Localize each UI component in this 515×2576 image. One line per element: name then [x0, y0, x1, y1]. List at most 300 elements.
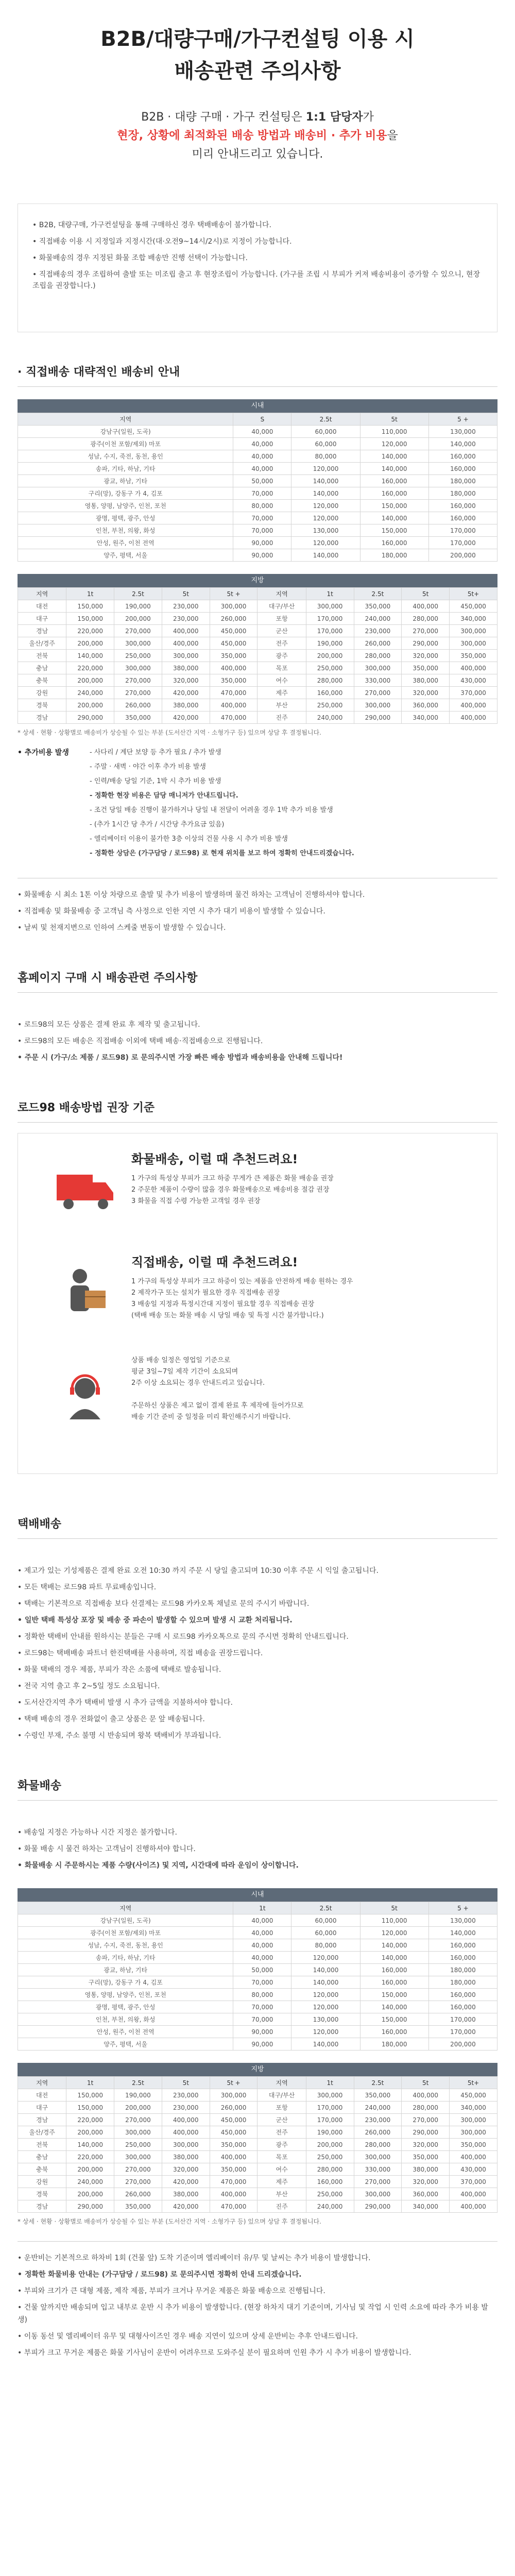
- table-row: [18, 2038, 497, 2050]
- table-cell: 260,000: [114, 699, 162, 711]
- table-caption-city: 시내: [18, 399, 497, 413]
- table-cell: 280,000: [402, 613, 450, 625]
- table-cell: 250,000: [306, 2151, 354, 2163]
- table-row: [18, 613, 497, 625]
- table-cell: 70,000: [233, 524, 291, 537]
- table-cell: 160,000: [428, 512, 497, 524]
- table-row: [18, 674, 497, 687]
- table-cell: 200,000: [66, 2188, 114, 2200]
- table-cell: 330,000: [354, 2163, 402, 2176]
- table-cell: 140,000: [360, 450, 428, 463]
- table-cell: 인천, 부천, 의왕, 화성: [18, 524, 233, 537]
- table-cell: 370,000: [450, 2176, 497, 2188]
- table-cell: 290,000: [66, 711, 114, 724]
- table-header-cell: 1t: [233, 1902, 291, 1914]
- table-cell: 200,000: [66, 637, 114, 650]
- method-freight-title: 화물배송, 이럴 때 추천드려요!: [131, 1152, 298, 1166]
- table-cell: 180,000: [360, 549, 428, 562]
- intro-text: [0, 108, 515, 204]
- note-item: • 제고가 있는 기성제품은 결제 완료 오전 10:30 까지 주문 시 당일 출고되며 10:30 이후 주문 시 익일 출고됩니다.: [18, 1565, 497, 1577]
- table-cell: 300,000: [114, 662, 162, 674]
- table-cell: 120,000: [291, 1952, 360, 1964]
- method-direct-title: 직접배송, 이럴 때 추천드려요!: [131, 1255, 298, 1269]
- notes-box: [18, 204, 497, 332]
- table-header-cell: 2.5t: [291, 1902, 360, 1914]
- table-cell: 160,000: [360, 475, 428, 487]
- table-cell: 300,000: [450, 2114, 497, 2126]
- table-row: [18, 500, 497, 512]
- table-cell: 140,000: [360, 512, 428, 524]
- extra-cost-item: - (추가 1시간 당 추가 / 시간당 추가요금 있음): [90, 819, 497, 831]
- table-cell: 320,000: [402, 2176, 450, 2188]
- table-row: [18, 475, 497, 487]
- table-cell: 260,000: [210, 2102, 258, 2114]
- note-item: • 직접배송의 경우 조립하여 출발 또는 미조립 출고 후 현장조립이 가능합니다. (가구를 조립 시 부피가 커져 배송비용이 증가할 수 있으니, 현장조립을 권장합니다.): [32, 269, 483, 292]
- table-caption-regional: 지방: [18, 2063, 497, 2076]
- table-cell: 120,000: [360, 1927, 428, 1939]
- table-cell: 160,000: [360, 2026, 428, 2038]
- intro-line-2-b: 을: [387, 129, 398, 142]
- table-cell: 160,000: [428, 463, 497, 475]
- table-cell: 경남: [18, 625, 66, 637]
- table-cell: 450,000: [210, 637, 258, 650]
- table-cell: 경남: [18, 2114, 66, 2126]
- table-cell: 140,000: [360, 1939, 428, 1952]
- truck-icon: [39, 1149, 131, 1231]
- table-header-cell: 5t: [162, 2077, 210, 2089]
- regional-rate-table: [18, 587, 497, 724]
- note-item: • 도서산간지역 추가 택배비 발생 시 추가 금액을 지불하셔야 합니다.: [18, 1697, 497, 1709]
- table-cell: 280,000: [306, 2163, 354, 2176]
- table-cell: 120,000: [291, 1989, 360, 2001]
- table-cell: 80,000: [291, 450, 360, 463]
- table-header-row: [18, 588, 497, 600]
- table-cell: 40,000: [233, 1939, 291, 1952]
- table-cell: 군산: [258, 625, 306, 637]
- note-item: • 날씨 및 천재지변으로 인하여 스케줄 변동이 발생할 수 있습니다.: [18, 922, 497, 934]
- table-cell: 290,000: [402, 637, 450, 650]
- table-cell: 강원: [18, 687, 66, 699]
- table-cell: 양주, 평택, 서울: [18, 2038, 233, 2050]
- method-item: 2 제작가구 또는 설치가 필요한 경우 직접배송 권장: [131, 1289, 280, 1297]
- table-cell: 400,000: [402, 2089, 450, 2102]
- table-cell: 380,000: [402, 674, 450, 687]
- table-cell: 350,000: [210, 650, 258, 662]
- table-cell: 370,000: [450, 687, 497, 699]
- table-cell: 230,000: [162, 2089, 210, 2102]
- table-cell: 120,000: [291, 463, 360, 475]
- note-item: • 화물배송 시 주문하시는 제품 수량(사이즈) 및 지역, 시간대에 따라 운임이 상이합니다.: [18, 1859, 497, 1872]
- table-row: [18, 537, 497, 549]
- table-cell: 300,000: [114, 2126, 162, 2139]
- method-item: 상품 배송 일정은 영업일 기준으로: [131, 1357, 231, 1364]
- table-cell: 290,000: [402, 2126, 450, 2139]
- table-cell: 320,000: [162, 2163, 210, 2176]
- table-cell: 250,000: [306, 2188, 354, 2200]
- note-item: • 배송일 지정은 가능하나 시간 지정은 불가합니다.: [18, 1826, 497, 1839]
- table-cell: 120,000: [291, 537, 360, 549]
- table-cell: 290,000: [66, 2200, 114, 2213]
- table-cell: 240,000: [354, 613, 402, 625]
- table-cell: 200,000: [66, 2126, 114, 2139]
- table-cell: 150,000: [66, 2089, 114, 2102]
- table-cell: 300,000: [450, 2126, 497, 2139]
- table-cell: 400,000: [450, 711, 497, 724]
- table-cell: 150,000: [66, 2102, 114, 2114]
- table-cell: 170,000: [428, 2013, 497, 2026]
- table-cell: 240,000: [354, 2102, 402, 2114]
- table-header-cell: 2.5t: [114, 588, 162, 600]
- table-header-cell: 5t+: [450, 2077, 497, 2089]
- table-cell: 160,000: [306, 687, 354, 699]
- table-cell: 220,000: [66, 625, 114, 637]
- method-item: 주문하신 상품은 제고 없이 결제 완료 후 제작에 들어가므로: [131, 1402, 304, 1410]
- table-cell: 경남: [18, 711, 66, 724]
- table-header-cell: 5t +: [210, 2077, 258, 2089]
- table-cell: 340,000: [450, 2102, 497, 2114]
- table-cell: 400,000: [162, 2126, 210, 2139]
- table-header-cell: 지역: [18, 588, 66, 600]
- table-row: [18, 2200, 497, 2213]
- table-cell: 430,000: [450, 2163, 497, 2176]
- table-cell: 340,000: [450, 613, 497, 625]
- table-cell: 290,000: [354, 2200, 402, 2213]
- table-cell: 300,000: [162, 2139, 210, 2151]
- note-item: • 부피와 크기가 큰 대형 제품, 제작 제품, 부피가 크거나 무거운 제품은 화물 배송으로 진행됩니다.: [18, 2285, 497, 2297]
- table-cell: 180,000: [428, 487, 497, 500]
- table-row: [18, 699, 497, 711]
- table-cell: 200,000: [428, 2038, 497, 2050]
- table-cell: 대구/부산: [258, 600, 306, 613]
- table-header-cell: 1t: [306, 2077, 354, 2089]
- table-cell: 부산: [258, 2188, 306, 2200]
- table-cell: 300,000: [450, 637, 497, 650]
- table-cell: 230,000: [354, 2114, 402, 2126]
- table-cell: 470,000: [210, 711, 258, 724]
- table-header-cell: 지역: [258, 588, 306, 600]
- table-cell: 290,000: [354, 711, 402, 724]
- table-header-cell: 5 +: [428, 1902, 497, 1914]
- table-cell: 400,000: [210, 2188, 258, 2200]
- table-row: [18, 600, 497, 613]
- divider: [18, 992, 497, 993]
- table-cell: 230,000: [162, 2102, 210, 2114]
- table-cell: 250,000: [306, 662, 354, 674]
- table-cell: 230,000: [162, 613, 210, 625]
- table-cell: 포항: [258, 2102, 306, 2114]
- table-cell: 130,000: [428, 426, 497, 438]
- table-cell: 140,000: [291, 487, 360, 500]
- table-cell: 450,000: [210, 2114, 258, 2126]
- table-cell: 300,000: [354, 699, 402, 711]
- table-cell: 200,000: [66, 699, 114, 711]
- table-cell: 90,000: [233, 2038, 291, 2050]
- table-cell: 470,000: [210, 2176, 258, 2188]
- table-cell: 70,000: [233, 1976, 291, 1989]
- note-item: • 정확한 화물비용 안내는 (가구담당 / 로드98) 로 문의주시면 정확히 안내 드리겠습니다.: [18, 2268, 497, 2281]
- method-item: 3 화물을 직접 수령 가능한 고객일 경우 권장: [131, 1197, 261, 1205]
- table-cell: 대구/부산: [258, 2089, 306, 2102]
- table-cell: 40,000: [233, 450, 291, 463]
- table-cell: 140,000: [66, 2139, 114, 2151]
- table-cell: 260,000: [210, 613, 258, 625]
- intro-line-2-highlight: 현장, 상황에 최적화된 배송 방법과 배송비 · 추가 비용: [117, 129, 387, 142]
- table-header-cell: 2.5t: [114, 2077, 162, 2089]
- note-item: • 화물배송의 경우 지정된 화물 조합 배송만 진행 선택이 가능합니다.: [32, 252, 483, 264]
- table-cell: 160,000: [428, 1952, 497, 1964]
- table-header-cell: 2.5t: [291, 413, 360, 426]
- table-cell: 120,000: [291, 2001, 360, 2013]
- table-cell: 200,000: [306, 650, 354, 662]
- method-item: (택배 배송 또는 화물 배송 시 당일 배송 및 특정 시간 불가합니다.): [131, 1312, 324, 1319]
- table-cell: 270,000: [114, 687, 162, 699]
- table-cell: 270,000: [402, 2114, 450, 2126]
- table-cell: 320,000: [402, 687, 450, 699]
- table-cell: 영통, 양평, 남양주, 인천, 포천: [18, 500, 233, 512]
- table-cell: 충남: [18, 662, 66, 674]
- table-cell: 240,000: [66, 687, 114, 699]
- table-cell: 광명, 평택, 광주, 안성: [18, 2001, 233, 2013]
- table-cell: 360,000: [402, 2188, 450, 2200]
- table-cell: 군산: [258, 2114, 306, 2126]
- table-cell: 350,000: [210, 2139, 258, 2151]
- table-header-cell: 5 +: [428, 413, 497, 426]
- table-cell: 160,000: [428, 450, 497, 463]
- table-cell: 120,000: [360, 438, 428, 450]
- table-cell: 320,000: [402, 650, 450, 662]
- table-cell: 270,000: [114, 2163, 162, 2176]
- table-cell: 대구: [18, 2102, 66, 2114]
- table-cell: 400,000: [450, 2200, 497, 2213]
- table-cell: 울산/경주: [18, 2126, 66, 2139]
- homepage-notes: [18, 1008, 497, 1064]
- table-cell: 220,000: [66, 662, 114, 674]
- method-freight: [39, 1149, 476, 1231]
- table-row: [18, 438, 497, 450]
- table-cell: 450,000: [210, 2126, 258, 2139]
- table-cell: 330,000: [354, 674, 402, 687]
- table-cell: 300,000: [306, 2089, 354, 2102]
- table-cell: 광주(이천 포함/제외) 마포: [18, 1927, 233, 1939]
- note-item: • 로드98의 모든 배송은 직접배송 이외에 택배 배송·직접배송으로 진행됩니다.: [18, 1035, 497, 1047]
- table-cell: 270,000: [354, 687, 402, 699]
- table-cell: 400,000: [450, 2188, 497, 2200]
- table-cell: 380,000: [162, 2188, 210, 2200]
- table-row: [18, 463, 497, 475]
- table-row: [18, 650, 497, 662]
- table-cell: 420,000: [162, 2200, 210, 2213]
- table-cell: 70,000: [233, 487, 291, 500]
- table-cell: 450,000: [210, 625, 258, 637]
- table-cell: 340,000: [402, 711, 450, 724]
- table-cell: 280,000: [354, 2139, 402, 2151]
- table-row: [18, 1989, 497, 2001]
- table-cell: 진주: [258, 2200, 306, 2213]
- note-item: • 택배는 기본적으로 직접배송 보다 선결제는 로드98 카카오톡 채널로 문의 주시기 바랍니다.: [18, 1598, 497, 1610]
- table-cell: 90,000: [233, 2026, 291, 2038]
- table-cell: 450,000: [450, 2089, 497, 2102]
- table-cell: 160,000: [428, 500, 497, 512]
- table-cell: 140,000: [291, 2038, 360, 2050]
- table-cell: 250,000: [114, 2139, 162, 2151]
- table-row: [18, 1939, 497, 1952]
- table-row: [18, 1964, 497, 1976]
- note-item: • 화물 택배의 경우 제품, 부피가 작은 소품에 택배로 발송됩니다.: [18, 1664, 497, 1676]
- table-row: [18, 662, 497, 674]
- section-title-freight: 화물배송: [18, 1780, 62, 1792]
- table-row: [18, 1914, 497, 1927]
- table-cell: 150,000: [360, 500, 428, 512]
- table-header-cell: 5t: [360, 1902, 428, 1914]
- table-row: [18, 2102, 497, 2114]
- method-item: 3 배송일 지정과 특정시간대 지정이 필요할 경우 직접배송 권장: [131, 1300, 315, 1308]
- delivery-person-icon: [39, 1252, 131, 1334]
- method-schedule: [39, 1355, 476, 1437]
- table-row: [18, 637, 497, 650]
- table-cell: 광주: [258, 2139, 306, 2151]
- table-cell: 충북: [18, 674, 66, 687]
- note-item: • 수령인 부재, 주소 불명 시 반송되며 왕복 택배비가 부과됩니다.: [18, 1730, 497, 1742]
- table-cell: 전주: [258, 637, 306, 650]
- hero-title: [0, 0, 515, 108]
- table-cell: 160,000: [360, 537, 428, 549]
- freight-regional-rate-table: [18, 2076, 497, 2213]
- table-cell: 성남, 수지, 죽전, 동천, 용인: [18, 1939, 233, 1952]
- table-header-cell: 5t+: [450, 588, 497, 600]
- table-cell: 전북: [18, 650, 66, 662]
- table-cell: 경북: [18, 699, 66, 711]
- table-cell: 300,000: [114, 2151, 162, 2163]
- table-cell: 260,000: [354, 2126, 402, 2139]
- table-cell: 270,000: [354, 2176, 402, 2188]
- table-cell: 400,000: [210, 699, 258, 711]
- table-cell: 160,000: [360, 1976, 428, 1989]
- section-title-parcel: 택배배송: [18, 1518, 62, 1531]
- table-cell: 40,000: [233, 463, 291, 475]
- table-cell: 160,000: [428, 2001, 497, 2013]
- table-cell: 전북: [18, 2139, 66, 2151]
- divider: [18, 1800, 497, 1801]
- table-cell: 200,000: [306, 2139, 354, 2151]
- table-cell: 대전: [18, 2089, 66, 2102]
- method-item: 배송 기간 준비 중 일정을 미리 확인해주시기 바랍니다.: [131, 1413, 291, 1421]
- table-cell: 350,000: [402, 662, 450, 674]
- table-cell: 400,000: [210, 2151, 258, 2163]
- table-header-row: [18, 2077, 497, 2089]
- intro-line-1-a: B2B · 대량 구매 · 가구 컨설팅은: [141, 111, 306, 124]
- table-cell: 400,000: [162, 625, 210, 637]
- table-cell: 190,000: [114, 600, 162, 613]
- table-cell: 140,000: [291, 1964, 360, 1976]
- table-cell: 울산/경주: [18, 637, 66, 650]
- table-row: [18, 2026, 497, 2038]
- note-item: • 화물 배송 시 물건 하차는 고객님이 진행하셔야 합니다.: [18, 1843, 497, 1855]
- note-item: • 일반 택배 특성상 포장 및 배송 중 파손이 발생할 수 있으며 발생 시 교환 처리됩니다.: [18, 1614, 497, 1626]
- table-cell: 송파, 기타, 하남, 기타: [18, 1952, 233, 1964]
- table-cell: 280,000: [402, 2102, 450, 2114]
- table-row: [18, 2176, 497, 2188]
- table-cell: 170,000: [306, 625, 354, 637]
- intro-line-1-b: 1:1 담당자: [305, 111, 363, 124]
- table-cell: 90,000: [233, 549, 291, 562]
- table-cell: 120,000: [291, 500, 360, 512]
- table-cell: 250,000: [306, 699, 354, 711]
- table-cell: 420,000: [162, 687, 210, 699]
- table-row: [18, 549, 497, 562]
- intro-line-3: 미리 안내드리고 있습니다.: [192, 148, 323, 161]
- table-row: [18, 512, 497, 524]
- table-cell: 220,000: [66, 2114, 114, 2126]
- intro-line-1: [0, 108, 515, 127]
- table-cell: 300,000: [354, 2151, 402, 2163]
- table-cell: 190,000: [114, 2089, 162, 2102]
- table-cell: 130,000: [291, 2013, 360, 2026]
- table-cell: 성남, 수지, 죽전, 동천, 용인: [18, 450, 233, 463]
- table-row: [18, 487, 497, 500]
- table-cell: 240,000: [66, 2176, 114, 2188]
- method-item: 1 가구의 특성상 부피가 크고 하중 무게가 큰 제품은 화물 배송을 권장: [131, 1175, 334, 1182]
- note-item: • 직접배송 및 화물배송 중 고객님 측 사정으로 인한 지연 시 추가 대기 비용이 발생할 수 있습니다.: [18, 905, 497, 918]
- table-header-cell: 지역: [18, 413, 233, 426]
- note-item: • 직접배송 이용 시 지정일과 지정시간(대·오전9~14시/2시)로 지정이 가능합니다.: [32, 236, 483, 247]
- note-item: • B2B, 대량구매, 가구컨설팅을 통해 구매하신 경우 택배배송이 불가합니다.: [32, 219, 483, 231]
- table-header-cell: 5t +: [210, 588, 258, 600]
- extra-cost-item: - 사다리 / 계단 보양 등 추가 필요 / 추가 발생: [90, 747, 497, 758]
- table-row: [18, 2151, 497, 2163]
- table-cell: 40,000: [233, 1927, 291, 1939]
- table-cell: 전주: [258, 2126, 306, 2139]
- table-cell: 270,000: [114, 2114, 162, 2126]
- intro-line-1-c: 가: [363, 111, 374, 124]
- table-cell: 380,000: [162, 699, 210, 711]
- table-row: [18, 2163, 497, 2176]
- table-cell: 대전: [18, 600, 66, 613]
- hero-title-line-1: B2B/대량구매/가구컨설팅 이용 시: [100, 27, 415, 51]
- table-cell: 150,000: [66, 613, 114, 625]
- table-cell: 150,000: [66, 600, 114, 613]
- table-cell: 200,000: [428, 549, 497, 562]
- note-item: • 로드98의 모든 상품은 결제 완료 후 제작 및 출고됩니다.: [18, 1019, 497, 1031]
- table-row: [18, 2114, 497, 2126]
- table-cell: 350,000: [450, 2139, 497, 2151]
- extra-cost-item: - 엘리베이터 이용이 불가한 3층 이상의 건물 사용 시 추가 비용 발생: [90, 834, 497, 845]
- table-cell: 300,000: [210, 600, 258, 613]
- table-cell: 200,000: [66, 2163, 114, 2176]
- table-row: [18, 2089, 497, 2102]
- method-panel: [18, 1133, 497, 1474]
- table-cell: 110,000: [360, 1914, 428, 1927]
- table-cell: 300,000: [354, 2188, 402, 2200]
- table-cell: 대구: [18, 613, 66, 625]
- table-cell: 170,000: [306, 613, 354, 625]
- extra-cost-label: • 추가비용 발생: [18, 749, 69, 757]
- note-item: • 건물 앞까지만 배송되며 입고 내부로 운반 시 추가 비용이 발생합니다. (현장 하차지 대기 기준이며, 기사님 및 작업 시 인력 소요에 따라 추가 비용 발생): [18, 2301, 497, 2326]
- table-cell: 인천, 부천, 의왕, 화성: [18, 2013, 233, 2026]
- table-cell: 140,000: [360, 463, 428, 475]
- table-cell: 140,000: [291, 475, 360, 487]
- table-cell: 400,000: [450, 699, 497, 711]
- table-cell: 70,000: [233, 2013, 291, 2026]
- table-cell: 320,000: [402, 2139, 450, 2151]
- method-item: 2 주문한 제품이 수량이 많을 경우 화물배송으로 배송비용 절감 권장: [131, 1186, 330, 1194]
- table-cell: 420,000: [162, 2176, 210, 2188]
- table-cell: 170,000: [306, 2102, 354, 2114]
- table-cell: 350,000: [114, 711, 162, 724]
- hero-title-line-2: 배송관련 주의사항: [174, 59, 341, 83]
- divider: [18, 1122, 497, 1123]
- table-cell: 목포: [258, 2151, 306, 2163]
- note-item: • 운반비는 기본적으로 하차비 1회 (건물 앞) 도착 기준이며 엘리베이터 유/무 및 날씨는 추가 비용이 발생합니다.: [18, 2252, 497, 2264]
